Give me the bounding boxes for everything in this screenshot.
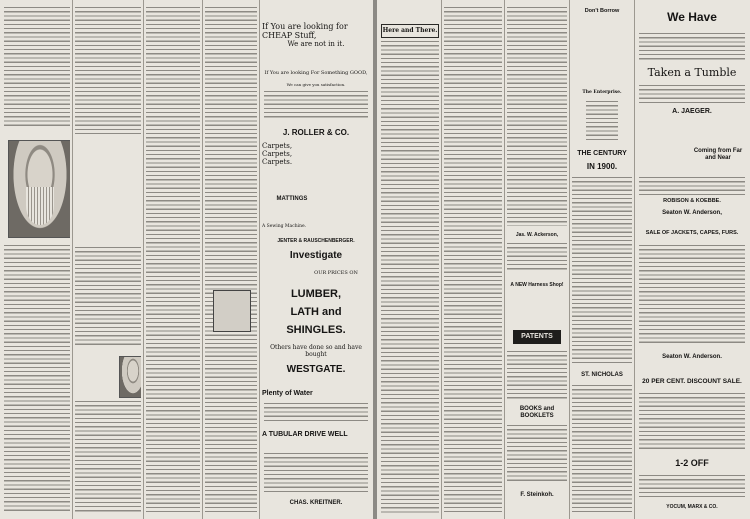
ad-steinkoh: F. Steinkoh.	[520, 492, 554, 498]
ad-tubular-well: A TUBULAR DRIVE WELL	[262, 431, 348, 438]
ad-carpets: Carpets, Carpets, Carpets.	[262, 142, 293, 166]
ad-we-have: We Have	[667, 10, 717, 24]
ad-jenter: JENTER & RAUSCHENBERGER.	[277, 238, 355, 244]
ad-century-1900: IN 1900.	[586, 162, 618, 171]
ad-investigate: Investigate	[289, 250, 343, 261]
right-col-5	[637, 0, 747, 519]
ad-not-in-it: We are not in it.	[287, 40, 345, 48]
ad-kreitner: CHAS. KREITNER.	[289, 500, 343, 506]
ad-lath: LATH and	[290, 306, 342, 318]
ad-discount-sale: 20 PER CENT. DISCOUNT SALE.	[642, 378, 742, 385]
ad-taken-a-tumble: Taken a Tumble	[647, 66, 737, 79]
ad-looking-cheap: If You are looking for CHEAP Stuff,	[262, 22, 348, 40]
left-col-4	[205, 0, 257, 519]
ad-prices: OUR PRICES ON	[314, 270, 358, 276]
left-page	[0, 0, 373, 519]
right-col-1	[381, 0, 439, 519]
ad-half-off: 1-2 OFF	[675, 458, 709, 468]
left-col-1	[4, 0, 70, 519]
right-col-4	[572, 0, 632, 519]
ad-sewing: A Sewing Machine.	[262, 224, 307, 229]
ad-coming: Coming from Far and Near	[693, 148, 743, 161]
ad-plenty-water: Plenty of Water	[262, 390, 313, 397]
illustration-safe	[213, 290, 251, 332]
ad-seaton: Seaton W. Anderson,	[662, 210, 722, 216]
left-col-ads	[262, 0, 370, 519]
right-col-3	[507, 0, 567, 519]
ad-seaton-2: Seaton W. Anderson.	[662, 354, 722, 360]
ad-lumber: LUMBER,	[290, 288, 342, 300]
portrait-bearded-man	[8, 140, 70, 238]
ad-shingles: SHINGLES.	[286, 324, 346, 336]
right-col-2	[444, 0, 502, 519]
ad-satisfaction: We can give you satisfaction.	[286, 82, 346, 87]
left-col-2	[75, 0, 141, 519]
ad-yocum: YOCUM, MARX & CO.	[666, 504, 718, 510]
ad-books: BOOKS and BOOKLETS	[519, 406, 555, 419]
ad-enterprise: The Enterprise.	[582, 90, 622, 95]
ad-st-nicholas: ST. NICHOLAS	[581, 372, 623, 378]
ad-roller: J. ROLLER & CO.	[282, 128, 350, 137]
portrait-woman	[119, 356, 141, 398]
left-col-3	[146, 0, 200, 519]
ad-patents: PATENTS	[513, 330, 561, 344]
ad-westgate: WESTGATE.	[286, 364, 346, 375]
ad-the-century: THE CENTURY	[577, 150, 627, 157]
right-page	[377, 0, 750, 519]
ad-jaeger: A. JAEGER.	[672, 108, 712, 115]
ad-robison: ROBISON & KOEBBE.	[663, 198, 721, 204]
ad-ackerson: Jas. W. Ackerson,	[515, 232, 559, 238]
ad-something-good: If You are looking For Something GOOD,	[264, 70, 368, 76]
ad-harness: A NEW Harness Shop!	[510, 282, 564, 288]
ad-mattings: MATTINGS	[276, 196, 308, 202]
ad-sale-jackets: SALE OF JACKETS, CAPES, FURS.	[645, 230, 739, 236]
ad-others: Others have done so and have bought	[270, 344, 362, 358]
ad-dont-borrow: Don't Borrow	[584, 8, 620, 14]
heading-here-and-there: Here and There.	[381, 24, 439, 38]
